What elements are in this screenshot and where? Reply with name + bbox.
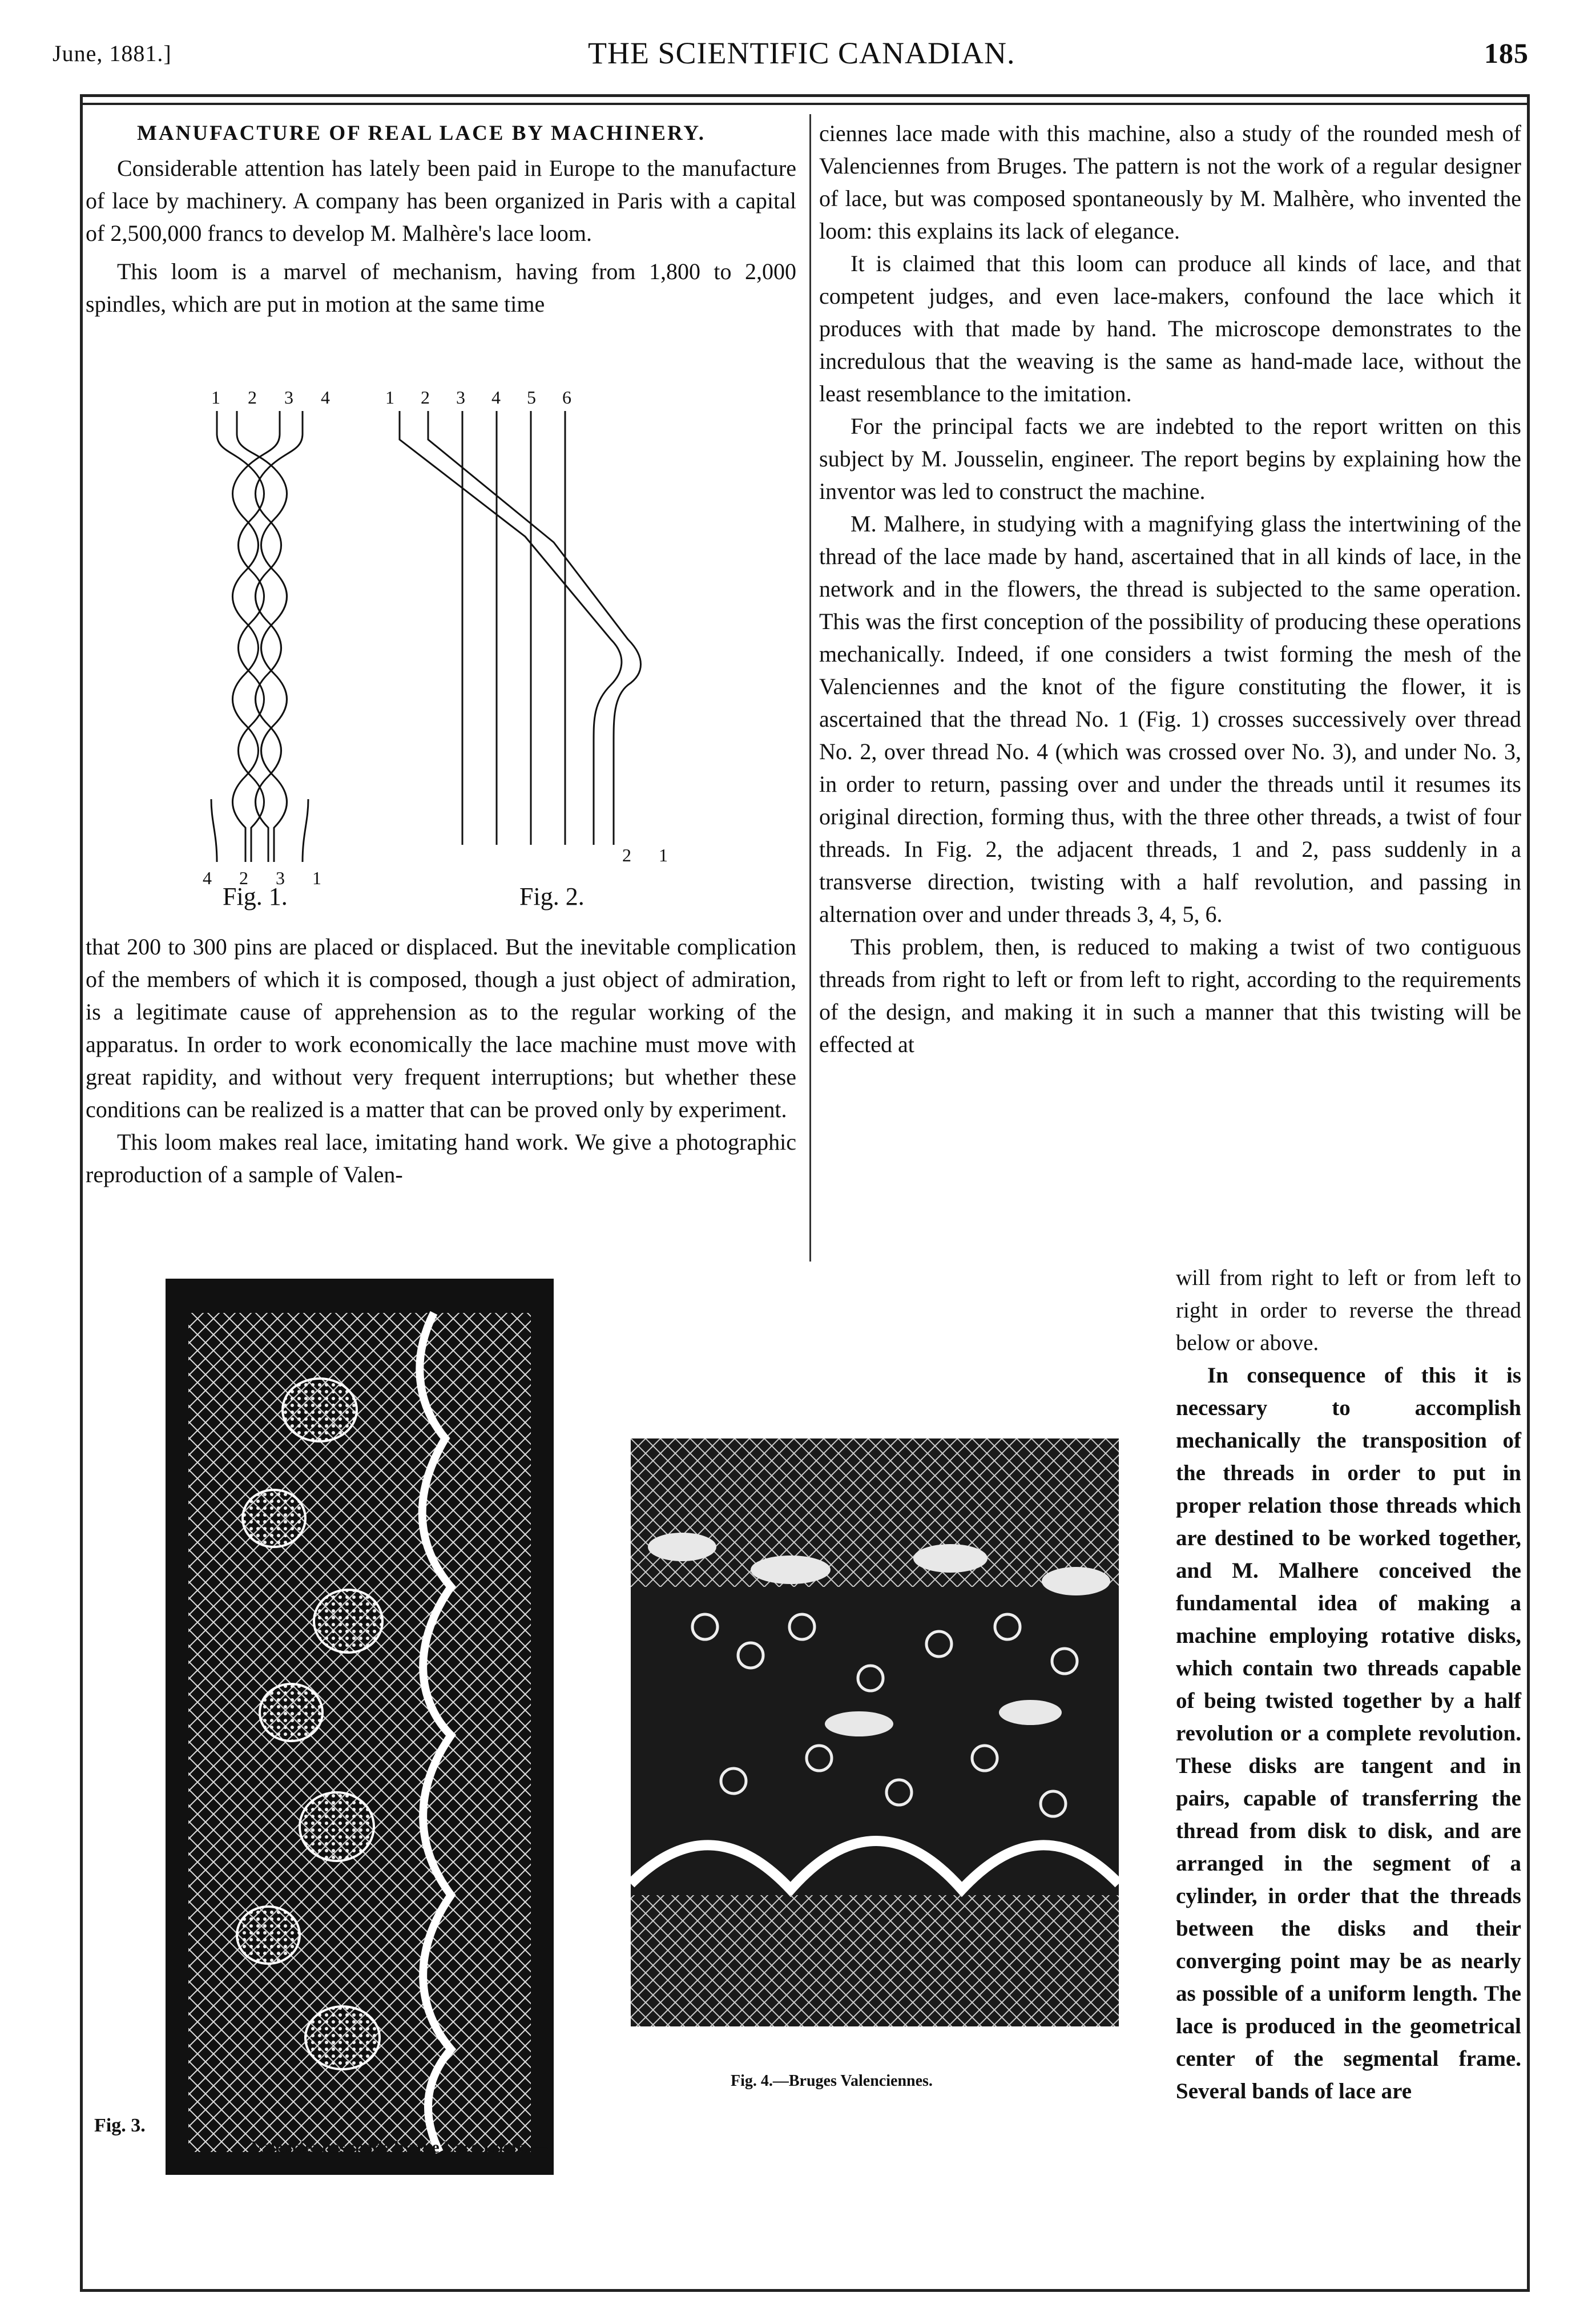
fig4-lace-photo: [631, 1438, 1119, 2026]
fig1-diagram: [188, 400, 702, 913]
fig3-lace-photo: [166, 1279, 554, 2175]
header-rule: [80, 103, 1530, 105]
paragraph: This loom makes real lace, imitating hand work. We give a photographic reproduction of a sample of Valen-: [86, 1129, 796, 1187]
left-column-top: [86, 117, 796, 320]
fig2-bottom-numbers: 2 1: [622, 845, 668, 865]
paragraph: ciennes lace made with this machine, also a study of the rounded mesh of Valenciennes from Bruges. The pattern is not the work of a regular designer of lace, but was composed spontaneously by M. Malhère, who invented the loom: this explains its lack of elegance.: [819, 120, 1521, 244]
fig4-caption: Fig. 4.—Bruges Valenciennes.: [731, 2072, 933, 2090]
paragraph: This problem, then, is reduced to making a twist of two contiguous threads from right to left or from left to right, according to the requirements of the design, and making it in such a manner that this twisting will be effected at: [819, 934, 1521, 1057]
paragraph: will from right to left or from left to right in order to reverse the thread below or above.: [1176, 1266, 1521, 1355]
right-column: [819, 117, 1521, 1061]
paragraph: that 200 to 300 pins are placed or displaced. But the inevitable complication of the members of which it is composed, though a just object of admiration, is a legitimate cause of apprehension as to the regular working of the apparatus. In order to work economically the lace machine must move with great rapidity, and without very frequent interruptions; but whether these conditions can be realized is a matter that can be proved only by experiment.: [86, 934, 796, 1122]
narrow-column: [1176, 1262, 1521, 2107]
paragraph: Considerable attention has lately been paid in Europe to the manufacture of lace by machinery. A company has been organized in Paris with a capital of 2,500,000 francs to develop M. Malhère's lace loom.: [86, 155, 796, 246]
fig1-top-numbers: 1 2 3 4: [211, 387, 330, 408]
fig3-mark: Fig. 3.: [94, 2115, 146, 2136]
fig2-label: Fig. 2.: [519, 882, 585, 910]
paragraph: M. Malhere, in studying with a magnifying glass the intertwining of the thread of the lace made by hand, ascertained that in all kinds of lace, in the network and in the flowers, the thread is subjected to the same operation. This was the first conception of the possibility of producing these operations mechanically. Indeed, if one considers a twist forming the mesh of the Valenciennes and the knot of the figure constituting the flower, it is ascertained that the thread No. 1 (Fig. 1) crosses successively over thread No. 2, over thread No. 4 (which was crossed over No. 3), and under No. 3, in order to return, passing over and under the threads until it resumes its original direction, forming thus, with the three other threads, a twist of four threads. In Fig. 2, the adjacent threads, 1 and 2, pass suddenly in a transverse direction, twisting with a half revolution, and passing in alternation over and under threads 3, 4, 5, 6.: [819, 511, 1521, 927]
fig1-bottom-numbers: 4 2 3 1: [203, 868, 321, 888]
header-date: June, 1881.]: [53, 41, 172, 66]
fig3-caption: Valenciennes made by the Lace Loom.—: [251, 2138, 547, 2157]
paragraph: For the principal facts we are indebted to the report written on this subject by M. Jousselin, engineer. The report begins by explaining how the inventor was led to construct the machine.: [819, 413, 1521, 504]
column-divider: [809, 114, 811, 1262]
paragraph: In consequence of this it is necessary to accomplish mechanically the transposition of the threads in order to put in proper relation those threads which are destined to be worked together, and M. Malhere conceived the fundamental idea of making a machine employing rotative disks, which contain two threads capable of being twisted together by a half revolution or a complete revolution. These disks are tangent and in pairs, capable of transferring the thread from disk to disk, and are arranged in the segment of a cylinder, in order that the threads between the disks and their converging point may be as nearly as possible of a uniform length. The lace is produced in the geometrical center of the segmental frame. Several bands of lace are: [1176, 1363, 1521, 2103]
article-title: MANUFACTURE OF REAL LACE BY MACHINERY.: [137, 122, 706, 145]
paragraph: It is claimed that this loom can produce all kinds of lace, and that competent judges, and even lace-makers, confound the lace which it produces with that made by hand. The microscope demonstrates to the incredulous that the weaving is the same as hand-made lace, without the least resemblance to the imitation.: [819, 251, 1521, 406]
fig2-top-numbers: 1 2 3 4 5 6: [385, 387, 571, 408]
paragraph: This loom is a marvel of mechanism, having from 1,800 to 2,000 spindles, which are put in motion at the same time: [86, 259, 796, 317]
thread-diagrams: [188, 377, 702, 919]
fig1-label: Fig. 1.: [223, 882, 288, 910]
journal-title: THE SCIENTIFIC CANADIAN.: [588, 36, 1015, 70]
left-column-bottom: [86, 930, 796, 1191]
page-number: 185: [1484, 37, 1529, 69]
